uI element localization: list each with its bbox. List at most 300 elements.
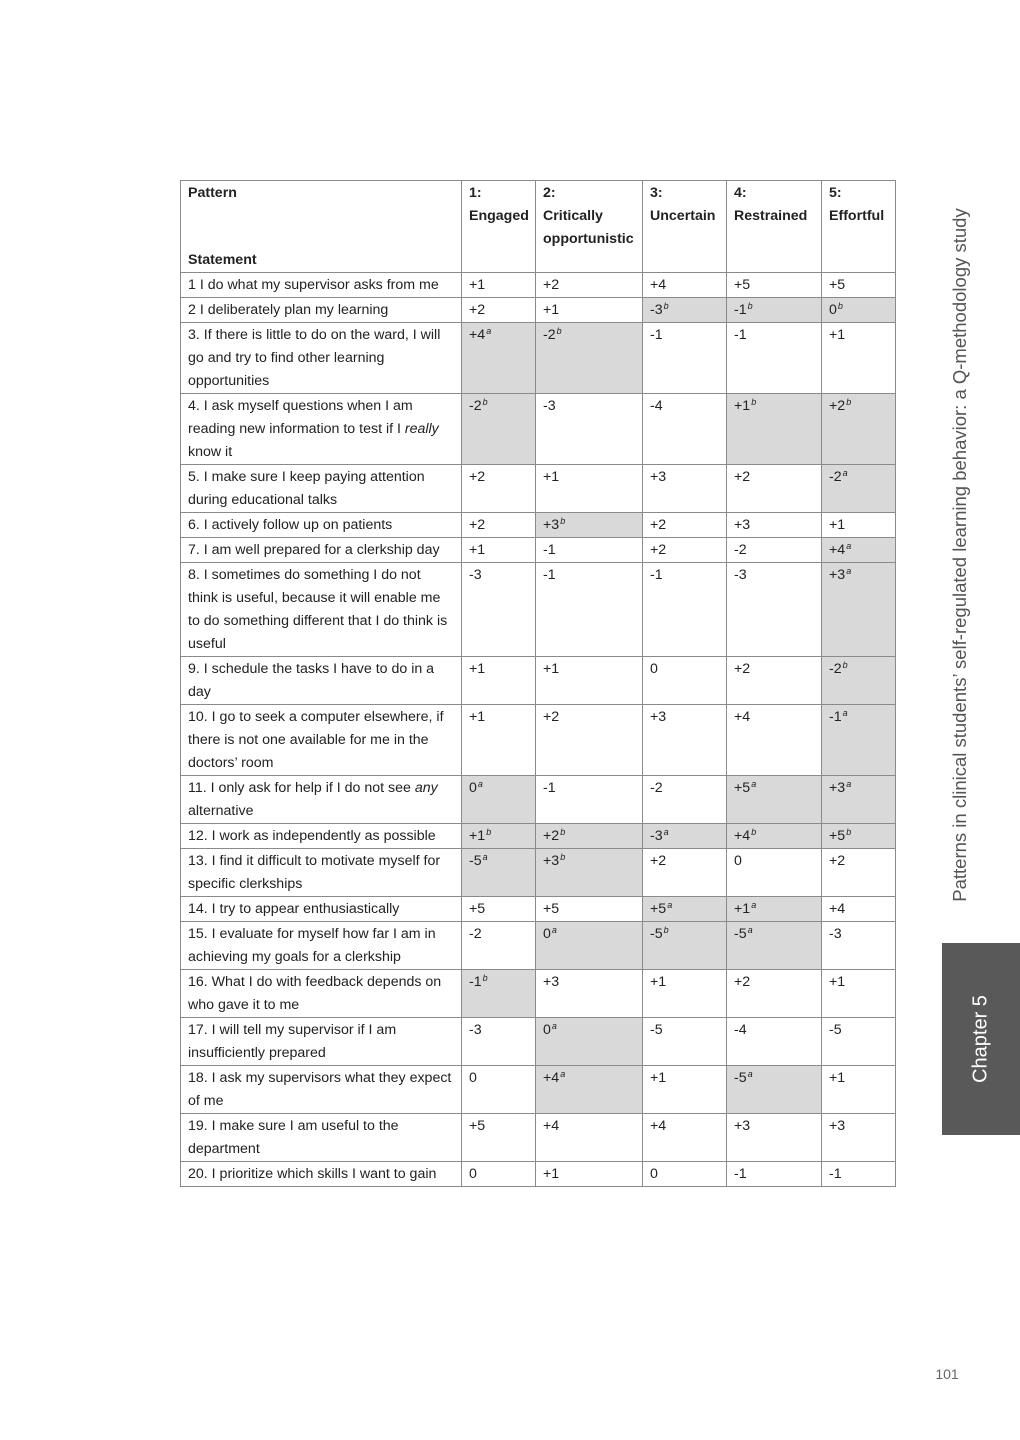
score-cell [822,970,896,1018]
significance-marker: a [667,900,673,910]
score-cell [822,922,896,970]
table-row [181,849,896,897]
score-cell [643,323,727,394]
score-value: -5 [650,1022,663,1038]
statement-cell [181,849,462,897]
score-cell [462,394,536,465]
significance-marker: a [663,827,669,837]
score-value: -2 [734,542,747,558]
chapter-tab [942,943,1020,1135]
significance-marker: a [747,925,753,935]
significance-marker: b [846,827,852,837]
statement-text: 8. I sometimes do something I do not think is useful, because it will enable me to do something different that I do think is useful [188,567,448,652]
score-cell [462,273,536,298]
score-cell [536,776,643,824]
score-cell [727,897,822,922]
running-title-text: Patterns in clinical students’ self-regulated learning behavior: a Q-methodology study [949,208,970,902]
statement-cell [181,563,462,657]
significance-marker: a [551,1021,557,1031]
significance-marker: a [477,779,483,789]
score-value: +2 [734,469,751,485]
significance-marker: a [486,326,492,336]
score-cell [822,897,896,922]
score-cell [462,563,536,657]
score-value: -1 [543,780,556,796]
score-value: -2 [543,327,556,343]
score-cell [536,538,643,563]
score-value: -2 [650,780,663,796]
score-value: +1 [469,828,486,844]
table-header-row [181,181,896,273]
score-value: +1 [469,709,486,725]
statement-label: Statement [188,252,257,268]
score-value: +4 [543,1070,560,1086]
score-value: -2 [469,398,482,414]
score-value: +2 [469,302,486,318]
score-value: +1 [469,661,486,677]
score-cell [727,465,822,513]
table-row [181,824,896,849]
statement-text: 20. I prioritize which skills I want to gain [188,1166,437,1182]
statement-text: 1 I do what my supervisor asks from me [188,277,439,293]
score-cell [822,273,896,298]
score-cell [536,1018,643,1066]
table-row [181,538,896,563]
score-cell [727,1066,822,1114]
table-row [181,1066,896,1114]
significance-marker: b [663,301,669,311]
score-cell [536,1162,643,1187]
score-cell [822,513,896,538]
score-cell [462,824,536,849]
significance-marker: a [560,1069,566,1079]
score-value: -1 [734,302,747,318]
table-body [181,273,896,1187]
score-cell [643,465,727,513]
statement-text: 19. I make sure I am useful to the department [188,1118,399,1157]
score-value: +2 [650,542,667,558]
score-cell [536,298,643,323]
score-value: +5 [469,1118,486,1134]
score-value: -1 [469,974,482,990]
significance-marker: b [556,326,562,336]
statement-text: 12. I work as independently as possible [188,828,436,844]
score-value: +3 [829,567,846,583]
score-value: -2 [829,661,842,677]
score-cell [643,1114,727,1162]
score-value: -1 [650,567,663,583]
statement-cell [181,922,462,970]
score-value: -3 [469,1022,482,1038]
score-value: +1 [543,661,560,677]
score-value: -2 [469,926,482,942]
score-value: 0 [469,780,477,796]
score-value: 0 [734,853,742,869]
score-cell [462,922,536,970]
score-cell [462,1066,536,1114]
column-name: Uncertain [650,208,716,224]
score-value: +2 [734,974,751,990]
statement-text: 13. I find it difficult to motivate myself for specific clerkships [188,853,441,892]
score-cell [643,1018,727,1066]
statement-cell [181,513,462,538]
score-value: +3 [543,974,560,990]
score-value: +2 [829,398,846,414]
score-cell [822,394,896,465]
score-value: -1 [543,542,556,558]
score-cell [462,1018,536,1066]
score-value: +3 [543,517,560,533]
table-row [181,1114,896,1162]
score-cell [462,1114,536,1162]
score-cell [462,513,536,538]
statement-cell [181,1018,462,1066]
score-cell [822,538,896,563]
score-cell [727,849,822,897]
pattern-label: Pattern [188,185,237,201]
score-value: +1 [543,302,560,318]
score-value: +3 [829,780,846,796]
column-header-uncertain [643,181,727,273]
score-cell [822,776,896,824]
statement-text: 2 I deliberately plan my learning [188,302,389,318]
score-value: +2 [650,517,667,533]
pattern-statement-header [181,181,462,273]
score-cell [536,1114,643,1162]
column-number: 5: [829,185,842,201]
table-row [181,513,896,538]
score-cell [727,824,822,849]
score-value: +1 [543,1166,560,1182]
statement-cell [181,970,462,1018]
score-value: +2 [469,469,486,485]
significance-marker: a [842,708,848,718]
statement-text: alternative [188,803,254,819]
score-cell [536,1066,643,1114]
score-value: -3 [543,398,556,414]
score-value: +5 [734,780,751,796]
statement-emphasis: really [404,421,439,437]
score-value: -5 [650,926,663,942]
score-value: -3 [734,567,747,583]
score-cell [822,298,896,323]
score-cell [462,465,536,513]
score-cell [643,513,727,538]
score-value: 0 [650,661,658,677]
score-value: -1 [543,567,556,583]
table-row [181,897,896,922]
score-value: +1 [469,277,486,293]
significance-marker: a [846,779,852,789]
score-cell [727,776,822,824]
score-value: -5 [829,1022,842,1038]
table-row [181,657,896,705]
statement-cell [181,897,462,922]
significance-marker: b [846,397,852,407]
score-value: 0 [650,1166,658,1182]
score-value: +5 [734,277,751,293]
score-cell [462,897,536,922]
score-cell [643,1066,727,1114]
significance-marker: a [846,541,852,551]
statement-text: 16. What I do with feedback depends on who gave it to me [188,974,442,1013]
score-cell [643,970,727,1018]
statement-text: 14. I try to appear enthusiastically [188,901,400,917]
significance-marker: b [751,827,757,837]
score-cell [536,323,643,394]
column-number: 2: [543,185,556,201]
score-value: +4 [829,542,846,558]
score-cell [462,1162,536,1187]
column-header-critically-opportunistic [536,181,643,273]
score-value: +1 [543,469,560,485]
significance-marker: b [560,827,566,837]
score-cell [822,563,896,657]
statement-text: 4. I ask myself questions when I am reading new information to test if I [188,398,413,437]
score-cell [643,824,727,849]
score-value: +4 [650,1118,667,1134]
score-cell [727,922,822,970]
score-cell [727,298,822,323]
score-value: +3 [650,469,667,485]
score-cell [822,465,896,513]
table-row [181,563,896,657]
significance-marker: b [663,925,669,935]
score-value: +1 [469,542,486,558]
score-cell [462,849,536,897]
score-value: -2 [829,469,842,485]
statement-text: 18. I ask my supervisors what they expect of me [188,1070,452,1109]
table-row [181,1018,896,1066]
score-value: +1 [829,327,846,343]
statement-cell [181,1114,462,1162]
statement-cell [181,1066,462,1114]
score-cell [727,970,822,1018]
page-number: 101 [935,1366,959,1382]
score-cell [643,273,727,298]
score-value: +1 [829,517,846,533]
score-cell [643,394,727,465]
statement-cell [181,705,462,776]
significance-marker: a [747,1069,753,1079]
significance-marker: a [751,900,757,910]
statement-cell [181,298,462,323]
statement-cell [181,273,462,298]
score-value: +2 [829,853,846,869]
score-value: +4 [734,709,751,725]
score-value: 0 [543,926,551,942]
significance-marker: b [747,301,753,311]
score-value: +1 [650,974,667,990]
score-cell [822,705,896,776]
score-value: +4 [734,828,751,844]
score-value: +1 [829,1070,846,1086]
q-sort-table [180,180,896,1187]
score-value: 0 [829,302,837,318]
score-cell [822,1066,896,1114]
statement-text: 15. I evaluate for myself how far I am in achieving my goals for a clerkship [188,926,436,965]
score-cell [536,705,643,776]
score-cell [643,563,727,657]
table-row [181,298,896,323]
score-cell [727,1018,822,1066]
score-cell [822,323,896,394]
score-value: +1 [829,974,846,990]
column-number: 1: [469,185,482,201]
score-value: +5 [543,901,560,917]
score-value: +5 [829,277,846,293]
score-value: -3 [650,302,663,318]
table-row [181,465,896,513]
column-header-effortful [822,181,896,273]
score-value: +3 [829,1118,846,1134]
score-value: +1 [650,1070,667,1086]
score-value: +1 [734,901,751,917]
score-cell [822,1018,896,1066]
significance-marker: b [837,301,843,311]
column-number: 4: [734,185,747,201]
score-cell [462,705,536,776]
statement-text: 17. I will tell my supervisor if I am insufficiently prepared [188,1022,397,1061]
table-row [181,1162,896,1187]
score-cell [462,298,536,323]
score-value: -3 [829,926,842,942]
table-row [181,394,896,465]
statement-text: 5. I make sure I keep paying attention during educational talks [188,469,425,508]
score-value: -4 [734,1022,747,1038]
column-header-restrained [727,181,822,273]
significance-marker: a [751,779,757,789]
score-cell [643,1162,727,1187]
score-cell [536,824,643,849]
score-cell [727,538,822,563]
score-cell [727,563,822,657]
score-value: 0 [469,1166,477,1182]
score-value: +2 [734,661,751,677]
score-cell [727,657,822,705]
running-title [945,190,975,920]
score-value: +2 [543,277,560,293]
score-cell [462,657,536,705]
significance-marker: b [486,827,492,837]
score-value: -1 [650,327,663,343]
score-cell [643,776,727,824]
statement-cell [181,776,462,824]
score-value: -3 [469,567,482,583]
score-cell [822,1114,896,1162]
score-cell [462,970,536,1018]
statement-text: 7. I am well prepared for a clerkship day [188,542,440,558]
significance-marker: b [482,973,488,983]
column-number: 3: [650,185,663,201]
statement-cell [181,538,462,563]
table-row [181,273,896,298]
significance-marker: b [842,660,848,670]
score-value: +4 [469,327,486,343]
score-cell [727,394,822,465]
significance-marker: b [560,852,566,862]
significance-marker: a [482,852,488,862]
statement-text: know it [188,444,233,460]
score-cell [643,849,727,897]
score-cell [822,657,896,705]
chapter-tab-label: Chapter 5 [969,995,992,1083]
significance-marker: a [842,468,848,478]
column-name: Restrained [734,208,808,224]
score-value: +2 [543,709,560,725]
score-cell [462,776,536,824]
score-value: +1 [734,398,751,414]
significance-marker: a [846,566,852,576]
score-value: -5 [734,1070,747,1086]
score-cell [536,465,643,513]
score-cell [727,323,822,394]
score-cell [643,298,727,323]
statement-text: 10. I go to seek a computer elsewhere, if there is not one available for me in the doctors’ room [188,709,444,771]
statement-text: 11. I only ask for help if I do not see [188,780,415,796]
score-cell [727,513,822,538]
score-value: -5 [734,926,747,942]
table-row [181,776,896,824]
significance-marker: b [751,397,757,407]
score-cell [536,513,643,538]
significance-marker: b [482,397,488,407]
score-value: +2 [650,853,667,869]
statement-text: 6. I actively follow up on patients [188,517,393,533]
table-row [181,705,896,776]
score-value: +3 [734,517,751,533]
score-cell [727,1114,822,1162]
score-cell [536,849,643,897]
score-cell [727,1162,822,1187]
statement-cell [181,394,462,465]
score-value: -1 [734,327,747,343]
score-cell [462,323,536,394]
table-row [181,970,896,1018]
column-name: Engaged [469,208,529,224]
score-cell [536,970,643,1018]
score-cell [536,922,643,970]
score-value: +2 [543,828,560,844]
score-value: -3 [650,828,663,844]
score-cell [643,705,727,776]
score-value: -1 [829,709,842,725]
score-value: +4 [829,901,846,917]
score-value: 0 [543,1022,551,1038]
score-value: +2 [469,517,486,533]
score-cell [643,538,727,563]
score-cell [643,897,727,922]
score-value: -4 [650,398,663,414]
score-value: +3 [543,853,560,869]
score-value: 0 [469,1070,477,1086]
statement-cell [181,1162,462,1187]
significance-marker: a [551,925,557,935]
score-value: +3 [650,709,667,725]
score-value: -1 [829,1166,842,1182]
score-cell [822,1162,896,1187]
score-value: +4 [650,277,667,293]
statement-text: 3. If there is little to do on the ward, I will go and try to find other learning opportunities [188,327,441,389]
statement-cell [181,824,462,849]
significance-marker: b [560,516,566,526]
score-value: +5 [469,901,486,917]
statement-cell [181,323,462,394]
score-value: +4 [543,1118,560,1134]
score-cell [727,273,822,298]
score-value: +5 [829,828,846,844]
score-cell [536,657,643,705]
